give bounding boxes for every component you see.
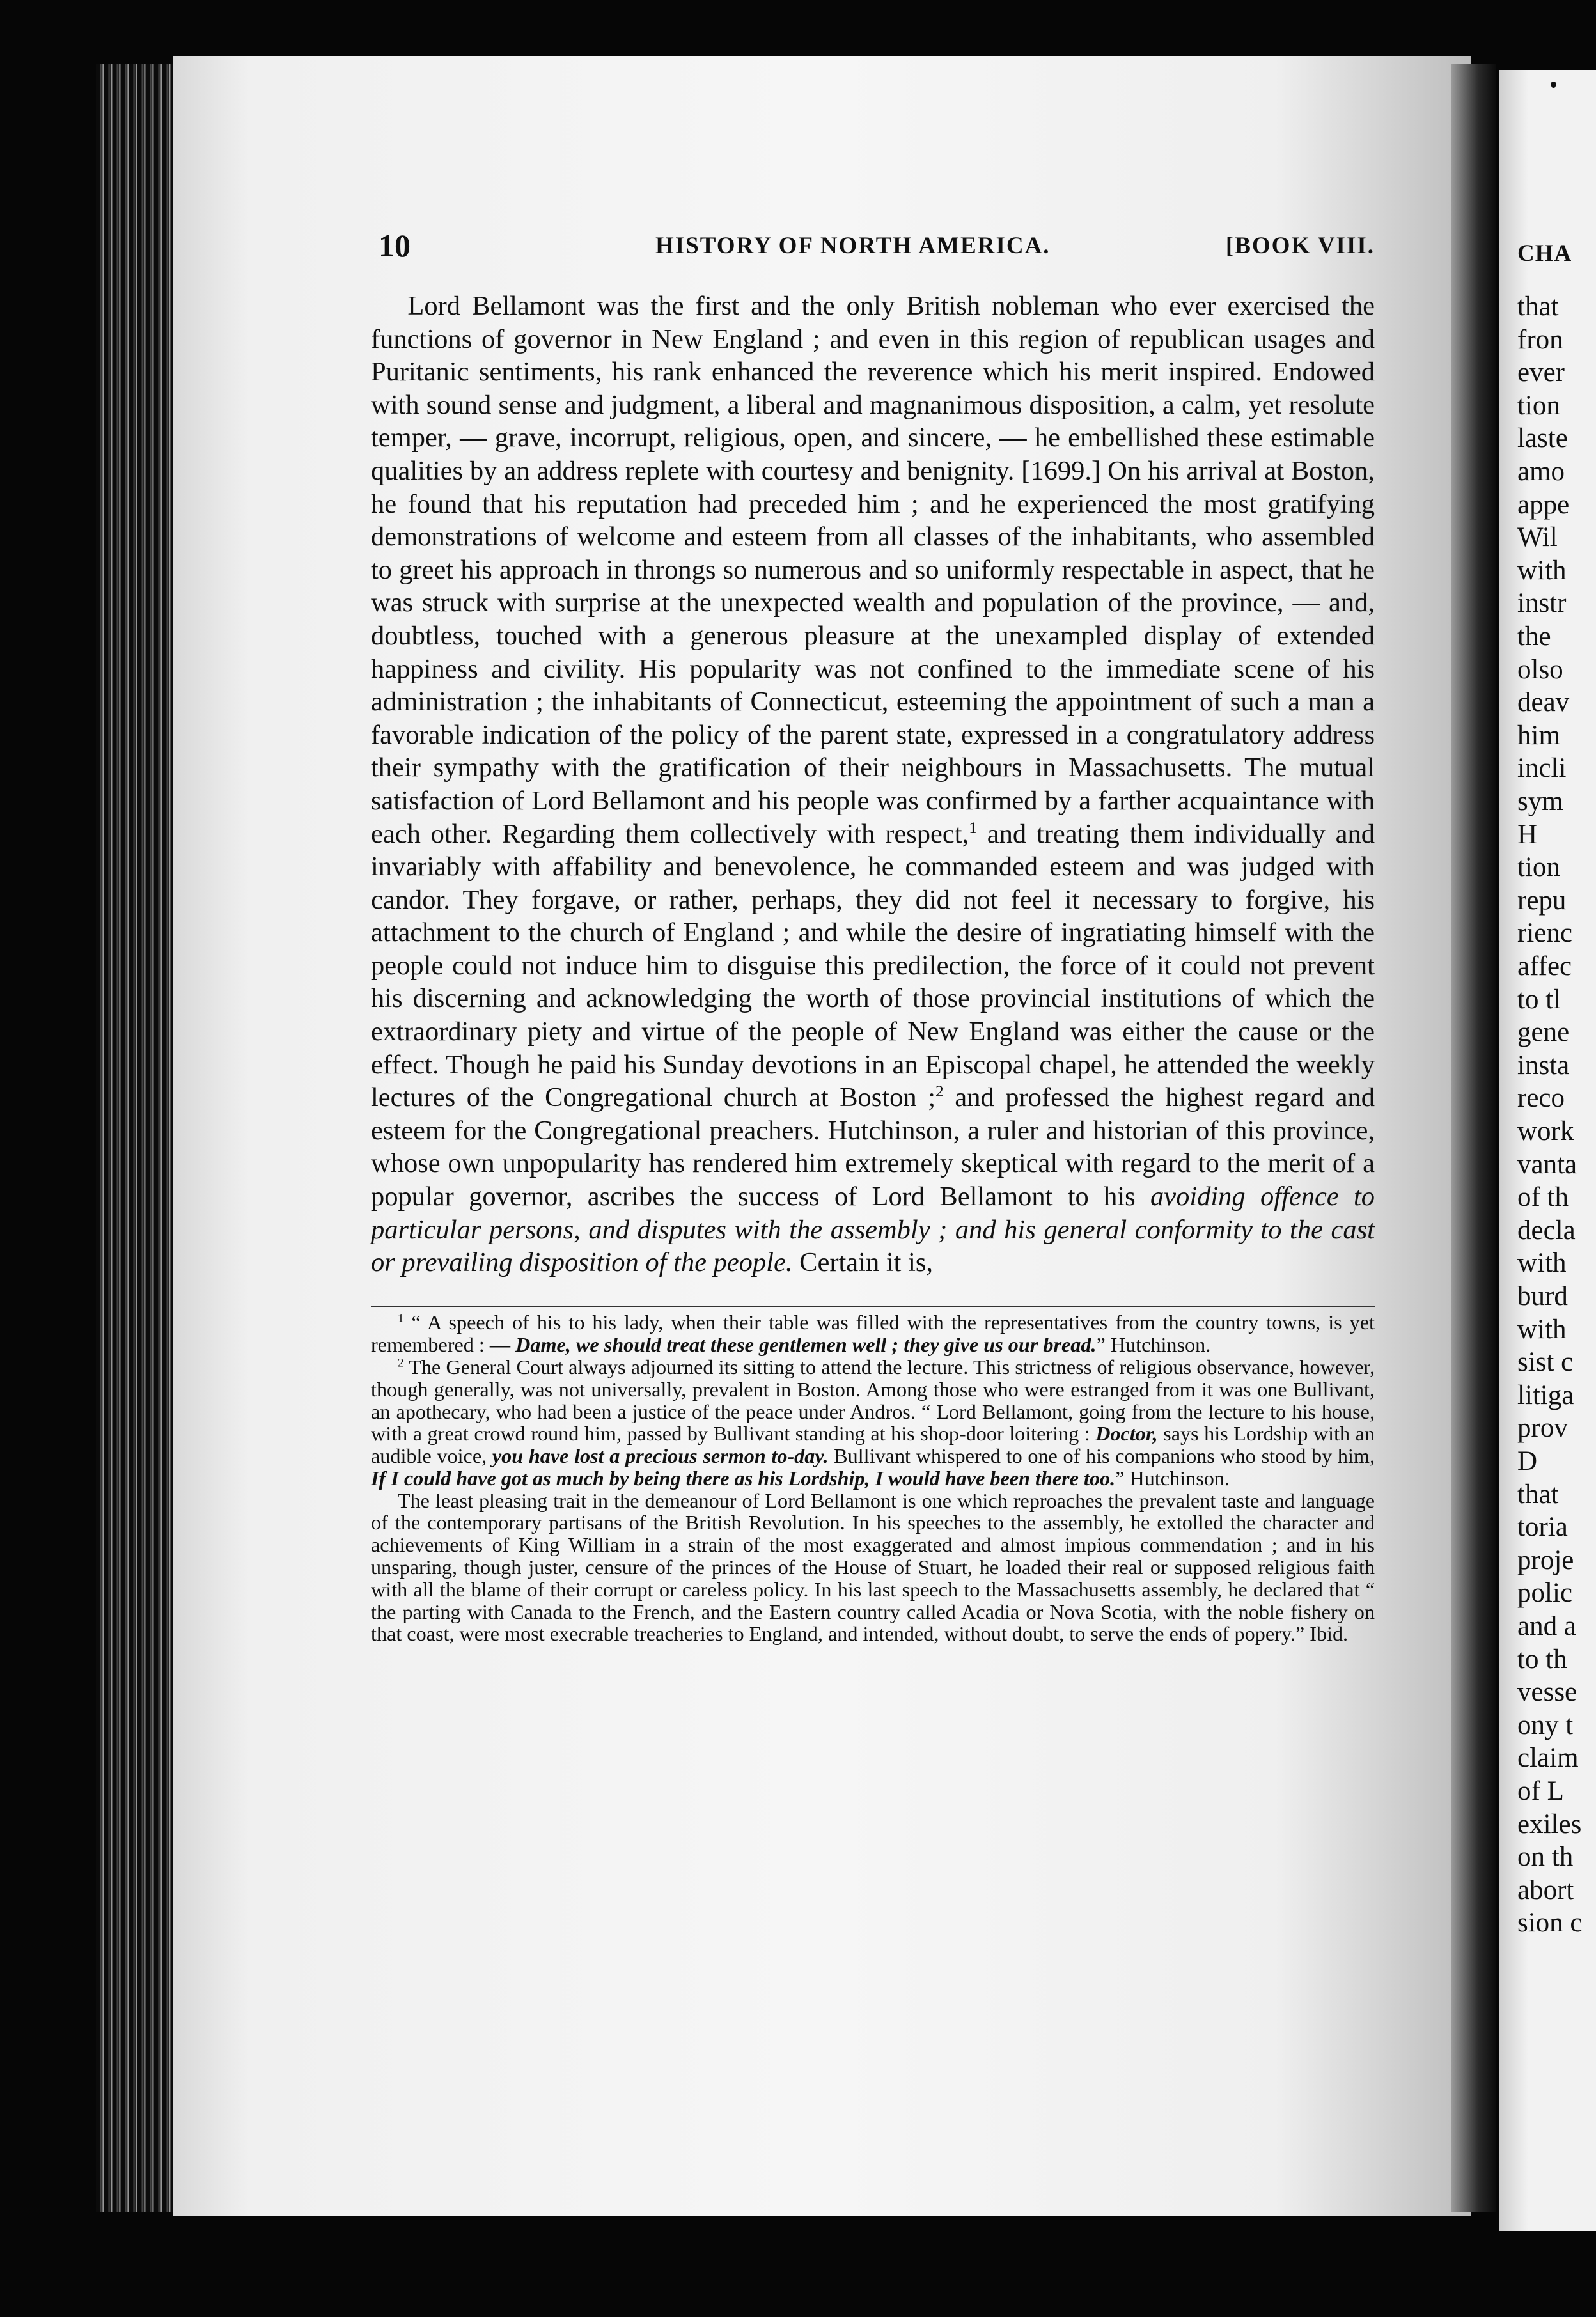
- facing-page-line: with: [1517, 1314, 1567, 1345]
- footnote-ref-2: 2: [935, 1082, 944, 1101]
- footnote-3: The least pleasing trait in the demeanour of Lord Bellamont is one which reproaches the prevalent taste and language of the contemporary partisans of the British Revolution. In his speeches to the assembly, he extolled the character and achievements of King William in a strain of the most exaggerated and almost impious commendation ; and in his unsparing, though juster, censure of the princes of the House of Stuart, he loaded their real or supposed religious faith with all the blame of their corrupt or careless policy. In his last speech to the Massachusetts assembly, he declared that “ the parting with Canada to the French, and the Eastern country called Acadia or Nova Scotia, with the noble fishery on that coast, were most execrable treacheries to England, and intended, without doubt, to serve the ends of popery.” Ibid.: [371, 1488, 1375, 1646]
- footnote-1-source: ” Hutchinson.: [1096, 1333, 1211, 1357]
- facing-page-line: vesse: [1517, 1677, 1577, 1708]
- facing-page-line: to tl: [1517, 984, 1561, 1015]
- body-text-part1: Lord Bellamont was the first and the only British nobleman who ever exercised the functions of governor in New England ; and even in this region of republican usages and Puritanic sentiments, his rank enhanced the reverence which his merit inspired. Endowed with sound sense and judgment, a liberal and magnanimous disposition, a calm, yet resolute temper, — grave, incorrupt, religious, open, and sincere, — he embellished these estimable qualities by an address replete with courtesy and benignity. [1699.] On his arrival at Boston, he found that his reputation had preceded him ; and he experienced the most gratifying demonstrations of welcome and esteem from all classes of the inhabitants, who assembled to greet his approach in throngs so numerous and so uniformly respectable in aspect, that he was struck with surprise at the unexpected wealth and population of the province, — and, doubtless, touched with a generous pleasure at the unexampled display of extended happiness and civility. His popularity was not confined to the immediate scene of his administration ; the inhabitants of Connecticut, esteeming the appointment of such a man a favorable indication of the policy of the parent state, expressed in a congratulatory address their sympathy with the gratification of their neighbours in Massachusetts. The mutual satisfaction of Lord Bellamont and his people was confirmed by a farther acquaintance with each other. Regarding them collectively with respect,: [371, 291, 1375, 849]
- facing-page-line: gene: [1517, 1017, 1570, 1048]
- facing-page-line: deav: [1517, 687, 1570, 718]
- facing-page-line: laste: [1517, 423, 1568, 454]
- facing-page-line: ony t: [1517, 1710, 1574, 1740]
- facing-page-line: to th: [1517, 1644, 1567, 1674]
- facing-page-line: litiga: [1517, 1380, 1574, 1410]
- page-number: 10: [379, 228, 411, 263]
- facing-page-line: H: [1517, 819, 1538, 850]
- facing-page-line: exiles: [1517, 1809, 1582, 1839]
- running-title: HISTORY OF NORTH AMERICA.: [655, 233, 1051, 259]
- footnotes: [371, 1311, 1375, 1645]
- body-text-part2: and treating them individually and invariably with affability and benevolence, he commanded esteem and was judged with candor. They forgave, or rather, perhaps, they did not feel it necessary to forgive, his attachment to the church of England ; and while the desire of ingratiating himself with the people could not induce him to disguise this predilection, the force of it could not prevent his discerning and acknowledging the worth of those provincial institutions of which the extraordinary piety and virtue of the people of New England was either the cause or the effect. Though he paid his Sunday devotions in an Episcopal chapel, he attended the weekly lectures of the Congregational church at Boston ;: [371, 818, 1375, 1113]
- facing-page-line: insta: [1517, 1050, 1570, 1080]
- facing-page-line: him: [1517, 720, 1560, 751]
- footnote-2-quote-2: you have lost a precious sermon to-day.: [492, 1444, 829, 1468]
- footnote-1-quote: Dame, we should treat these gentlemen well ; they give us our bread.: [515, 1333, 1097, 1357]
- facing-page-line: reco: [1517, 1083, 1565, 1114]
- facing-page: [1499, 70, 1596, 2231]
- running-head: [371, 227, 1375, 272]
- facing-page-line: rienc: [1517, 918, 1572, 949]
- footnote-2-text: The General Court always adjourned its sitting to attend the lecture. This strictness of religious observance, however, though generally, was not universally, prevalent in Boston. Among those who were estranged from it was one Bullivant, an apothecary, who had been a justice of the peace under Andros. “ Lord Bellamont, going from the lecture to his house, with a great crowd round him, passed by Bullivant standing at his shop-door loitering :: [371, 1355, 1375, 1446]
- facing-page-line: of th: [1517, 1182, 1569, 1213]
- facing-page-line: on th: [1517, 1842, 1574, 1873]
- facing-page-line: vanta: [1517, 1149, 1577, 1180]
- facing-page-line: instr: [1517, 588, 1567, 619]
- footnote-2: [371, 1356, 1375, 1490]
- facing-page-line: burd: [1517, 1281, 1568, 1311]
- facing-page-line: and a: [1517, 1611, 1576, 1641]
- facing-page-line: fron: [1517, 324, 1563, 355]
- facing-page-head: CHA: [1517, 240, 1572, 267]
- facing-page-line: with: [1517, 555, 1567, 586]
- facing-page-line: that: [1517, 1479, 1559, 1510]
- facing-page-line: prov: [1517, 1413, 1568, 1444]
- facing-page-line: incli: [1517, 753, 1567, 784]
- footnote-2-quote-1: Doctor,: [1095, 1422, 1158, 1446]
- facing-page-line: polic: [1517, 1578, 1572, 1609]
- facing-page-line: tion: [1517, 852, 1560, 883]
- facing-page-line: that: [1517, 292, 1559, 322]
- footnote-2-source: ” Hutchinson.: [1115, 1466, 1230, 1490]
- facing-page-line: abort: [1517, 1875, 1574, 1905]
- facing-page-line: Wil: [1517, 522, 1558, 553]
- footnote-rule: [371, 1306, 1375, 1307]
- facing-page-line: decla: [1517, 1215, 1576, 1245]
- footnote-2-quote-3: If I could have got as much by being there as his Lordship, I would have been there too.: [371, 1466, 1116, 1490]
- body-text-part3: and professed the highest regard and esteem for the Congregational preachers. Hutchinson, a ruler and historian of this province, whose own unpopularity has rendered him extremely skeptical with regard to the merit of a popular governor, ascribes the success of Lord Bellamont to his: [371, 1082, 1375, 1212]
- footnote-2-text-b: says his Lordship with an audible voice,: [371, 1422, 1375, 1468]
- facing-page-line: sion c: [1517, 1908, 1583, 1939]
- facing-page-line: work: [1517, 1116, 1574, 1146]
- facing-page-line: ever: [1517, 357, 1565, 388]
- facing-page-line: D: [1517, 1446, 1538, 1476]
- facing-page-line: proje: [1517, 1545, 1574, 1575]
- facing-page-line: amo: [1517, 456, 1565, 487]
- facing-page-line: claim: [1517, 1743, 1579, 1774]
- body-paragraph: [371, 290, 1375, 1279]
- footnote-2-text-c: Bullivant whispered to one of his companions who stood by him,: [828, 1444, 1375, 1468]
- footnote-ref-1: 1: [969, 818, 977, 837]
- footnote-1: [371, 1311, 1375, 1356]
- facing-page-line: sym: [1517, 786, 1563, 816]
- body-quotation: avoiding offence to particular persons, and disputes with the assembly ; and his general conformity to the cast or prevailing disposition of the people.: [371, 1182, 1375, 1278]
- page-content: [371, 227, 1375, 1645]
- facing-page-line: repu: [1517, 885, 1567, 916]
- body-text-part4: Certain it is,: [792, 1247, 934, 1278]
- gutter-shadow: [1451, 64, 1496, 2212]
- facing-page-line: with: [1517, 1248, 1567, 1279]
- facing-page-line: olso: [1517, 654, 1563, 685]
- facing-page-line: appe: [1517, 489, 1570, 520]
- book-label: [BOOK VIII.: [1225, 233, 1375, 259]
- facing-page-line: of L: [1517, 1776, 1564, 1806]
- footnote-1-mark: 1: [397, 1311, 404, 1325]
- footnote-2-mark: 2: [397, 1356, 404, 1370]
- ink-dot: [1551, 82, 1556, 88]
- footnote-1-text: “ A speech of his to his lady, when their table was filled with the representatives from the country towns, is yet remembered : —: [371, 1311, 1375, 1357]
- facing-page-line: sist c: [1517, 1347, 1574, 1378]
- facing-page-line: affec: [1517, 951, 1572, 981]
- facing-page-line: toria: [1517, 1512, 1568, 1543]
- facing-page-line: the: [1517, 621, 1551, 651]
- facing-page-line: tion: [1517, 390, 1560, 421]
